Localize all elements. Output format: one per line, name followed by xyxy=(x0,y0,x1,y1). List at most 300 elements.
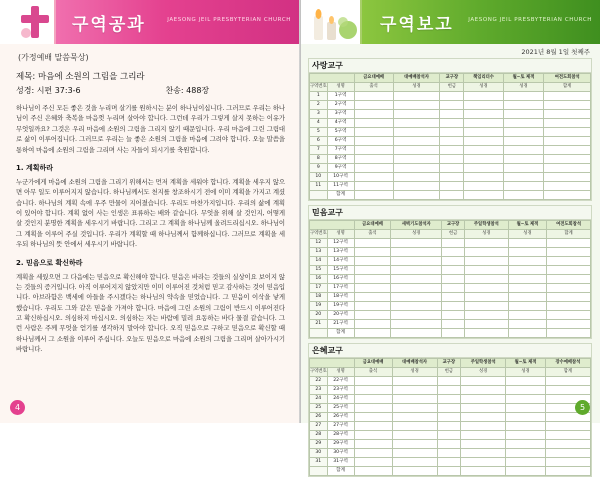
data-cell[interactable] xyxy=(440,128,464,137)
data-cell[interactable] xyxy=(391,257,442,266)
data-cell[interactable] xyxy=(464,329,508,338)
data-cell[interactable] xyxy=(391,239,442,248)
data-cell[interactable] xyxy=(508,293,546,302)
row-number-cell: 31 xyxy=(310,458,328,467)
table-row xyxy=(310,431,591,440)
data-cell[interactable] xyxy=(437,467,460,476)
row-name-cell: 9구역 xyxy=(327,164,354,173)
data-cell[interactable] xyxy=(393,146,440,155)
row-name-cell: 19구역 xyxy=(327,302,354,311)
data-cell[interactable] xyxy=(464,320,508,329)
data-cell[interactable] xyxy=(442,248,465,257)
data-cell[interactable] xyxy=(391,320,442,329)
data-cell[interactable] xyxy=(503,92,544,101)
data-cell[interactable] xyxy=(508,239,546,248)
column-group-header: 대예배참석자 xyxy=(392,359,437,368)
data-cell[interactable] xyxy=(544,110,591,119)
data-cell[interactable] xyxy=(461,404,506,413)
data-cell[interactable] xyxy=(461,422,506,431)
column-group-header: 교구장 xyxy=(437,359,460,368)
data-cell[interactable] xyxy=(393,155,440,164)
data-cell[interactable] xyxy=(393,137,440,146)
district-name: 사랑교구 xyxy=(309,59,591,73)
data-cell[interactable] xyxy=(544,128,591,137)
data-cell[interactable] xyxy=(391,275,442,284)
data-cell[interactable] xyxy=(354,284,391,293)
data-cell[interactable] xyxy=(393,101,440,110)
table-row xyxy=(310,284,591,293)
data-cell[interactable] xyxy=(506,467,546,476)
data-cell[interactable] xyxy=(506,395,546,404)
data-cell[interactable] xyxy=(354,449,392,458)
row-number-cell: 5 xyxy=(310,128,328,137)
row-number-cell: 9 xyxy=(310,164,328,173)
data-cell[interactable] xyxy=(547,293,591,302)
data-cell[interactable] xyxy=(545,377,590,386)
district-block xyxy=(308,205,592,339)
data-cell[interactable] xyxy=(442,257,465,266)
data-cell[interactable] xyxy=(440,92,464,101)
data-cell[interactable] xyxy=(464,239,508,248)
data-cell[interactable] xyxy=(354,458,392,467)
data-cell[interactable] xyxy=(354,137,393,146)
data-cell[interactable] xyxy=(354,164,393,173)
data-cell[interactable] xyxy=(354,377,392,386)
data-cell[interactable] xyxy=(393,119,440,128)
data-cell[interactable] xyxy=(545,440,590,449)
data-cell[interactable] xyxy=(393,173,440,182)
data-cell[interactable] xyxy=(354,146,393,155)
data-cell[interactable] xyxy=(547,311,591,320)
data-cell[interactable] xyxy=(354,395,392,404)
data-cell[interactable] xyxy=(354,404,392,413)
table-row xyxy=(310,302,591,311)
data-cell[interactable] xyxy=(354,257,391,266)
data-cell[interactable] xyxy=(508,248,546,257)
data-cell[interactable] xyxy=(440,173,464,182)
data-cell[interactable] xyxy=(464,311,508,320)
data-cell[interactable] xyxy=(461,431,506,440)
data-cell[interactable] xyxy=(354,275,391,284)
row-number-cell: 21 xyxy=(310,320,328,329)
data-cell[interactable] xyxy=(354,128,393,137)
data-cell[interactable] xyxy=(391,311,442,320)
data-cell[interactable] xyxy=(354,413,392,422)
data-cell[interactable] xyxy=(508,302,546,311)
data-cell[interactable] xyxy=(544,191,591,200)
table-row xyxy=(310,413,591,422)
column-group-header: 금요대예배 xyxy=(354,221,391,230)
data-cell[interactable] xyxy=(464,293,508,302)
table-corner xyxy=(310,74,355,83)
column-group-header: 월~토 제적 xyxy=(506,359,546,368)
column-group-header: 여전도회참석 xyxy=(544,74,591,83)
data-cell[interactable] xyxy=(464,248,508,257)
data-cell[interactable] xyxy=(391,329,442,338)
data-cell[interactable] xyxy=(354,92,393,101)
data-cell[interactable] xyxy=(545,431,590,440)
data-cell[interactable] xyxy=(392,467,437,476)
row-name-cell: 14구역 xyxy=(327,257,354,266)
row-name-cell: 합계 xyxy=(327,191,354,200)
data-cell[interactable] xyxy=(547,257,591,266)
data-cell[interactable] xyxy=(440,164,464,173)
district-tables xyxy=(300,58,600,477)
column-header: 성명 xyxy=(327,83,354,92)
topic-label: 제목: xyxy=(16,72,36,82)
data-cell[interactable] xyxy=(508,329,546,338)
data-cell[interactable] xyxy=(442,320,465,329)
data-cell[interactable] xyxy=(464,191,503,200)
data-cell[interactable] xyxy=(354,266,391,275)
data-cell[interactable] xyxy=(547,302,591,311)
data-cell[interactable] xyxy=(547,329,591,338)
data-cell[interactable] xyxy=(506,440,546,449)
data-cell[interactable] xyxy=(442,275,465,284)
row-name-cell: 20구역 xyxy=(327,311,354,320)
table-corner xyxy=(310,359,355,368)
row-number-cell xyxy=(310,467,328,476)
data-cell[interactable] xyxy=(440,146,464,155)
table-row xyxy=(310,386,591,395)
data-cell[interactable] xyxy=(354,110,393,119)
data-cell[interactable] xyxy=(461,467,506,476)
data-cell[interactable] xyxy=(354,431,392,440)
data-cell[interactable] xyxy=(508,284,546,293)
data-cell[interactable] xyxy=(545,449,590,458)
data-cell[interactable] xyxy=(393,191,440,200)
table-row xyxy=(310,92,591,101)
data-cell[interactable] xyxy=(464,146,503,155)
row-number-cell: 2 xyxy=(310,101,328,110)
data-cell[interactable] xyxy=(354,239,391,248)
column-header: 성경 xyxy=(461,368,506,377)
data-cell[interactable] xyxy=(547,320,591,329)
data-cell[interactable] xyxy=(440,182,464,191)
column-group-header: 월~토 제적 xyxy=(508,221,546,230)
topic-row xyxy=(16,70,285,82)
data-cell[interactable] xyxy=(392,395,437,404)
column-header: 성경 xyxy=(503,83,544,92)
row-name-cell: 합계 xyxy=(327,329,354,338)
data-cell[interactable] xyxy=(464,164,503,173)
data-cell[interactable] xyxy=(354,119,393,128)
data-cell[interactable] xyxy=(506,386,546,395)
data-cell[interactable] xyxy=(393,182,440,191)
data-cell[interactable] xyxy=(354,320,391,329)
column-header: 성경 xyxy=(392,368,437,377)
data-cell[interactable] xyxy=(503,191,544,200)
row-number-cell: 24 xyxy=(310,395,328,404)
data-cell[interactable] xyxy=(503,110,544,119)
data-cell[interactable] xyxy=(508,275,546,284)
data-cell[interactable] xyxy=(354,155,393,164)
data-cell[interactable] xyxy=(461,449,506,458)
data-cell[interactable] xyxy=(503,164,544,173)
data-cell[interactable] xyxy=(392,449,437,458)
worship-label: (가정예배 말씀묵상) xyxy=(18,53,89,62)
data-cell[interactable] xyxy=(354,467,392,476)
data-cell[interactable] xyxy=(464,284,508,293)
data-cell[interactable] xyxy=(464,119,503,128)
row-number-cell: 18 xyxy=(310,293,328,302)
table-row xyxy=(310,404,591,413)
data-cell[interactable] xyxy=(440,110,464,119)
data-cell[interactable] xyxy=(391,302,442,311)
data-cell[interactable] xyxy=(442,293,465,302)
data-cell[interactable] xyxy=(503,146,544,155)
data-cell[interactable] xyxy=(437,395,460,404)
column-header: 성명 xyxy=(327,368,354,377)
data-cell[interactable] xyxy=(506,422,546,431)
column-group-header: 금요대예배 xyxy=(354,359,392,368)
row-name-cell: 21구역 xyxy=(327,320,354,329)
data-cell[interactable] xyxy=(354,422,392,431)
data-cell[interactable] xyxy=(506,458,546,467)
table-row xyxy=(310,191,591,200)
data-cell[interactable] xyxy=(544,101,591,110)
data-cell[interactable] xyxy=(503,101,544,110)
row-name-cell: 11구역 xyxy=(327,182,354,191)
data-cell[interactable] xyxy=(464,155,503,164)
data-cell[interactable] xyxy=(461,413,506,422)
data-cell[interactable] xyxy=(506,449,546,458)
data-cell[interactable] xyxy=(503,173,544,182)
data-cell[interactable] xyxy=(392,413,437,422)
table-row xyxy=(310,395,591,404)
table-row xyxy=(310,101,591,110)
column-header: 합계 xyxy=(545,368,590,377)
table-row xyxy=(310,458,591,467)
row-number-cell: 23 xyxy=(310,386,328,395)
row-name-cell: 29구역 xyxy=(327,440,354,449)
data-cell[interactable] xyxy=(547,284,591,293)
data-cell[interactable] xyxy=(545,458,590,467)
column-header: 합계 xyxy=(544,83,591,92)
data-cell[interactable] xyxy=(354,173,393,182)
data-cell[interactable] xyxy=(508,320,546,329)
scripture-value: 시편 37:3-6 xyxy=(36,86,81,95)
data-cell[interactable] xyxy=(547,275,591,284)
data-cell[interactable] xyxy=(508,257,546,266)
scripture-group xyxy=(16,85,165,96)
table-row xyxy=(310,173,591,182)
data-cell[interactable] xyxy=(545,467,590,476)
column-header: 성경 xyxy=(464,83,503,92)
data-cell[interactable] xyxy=(437,404,460,413)
data-cell[interactable] xyxy=(547,266,591,275)
data-cell[interactable] xyxy=(437,377,460,386)
data-cell[interactable] xyxy=(354,311,391,320)
data-cell[interactable] xyxy=(508,311,546,320)
data-cell[interactable] xyxy=(464,266,508,275)
table-row xyxy=(310,164,591,173)
left-page xyxy=(0,0,300,423)
data-cell[interactable] xyxy=(544,182,591,191)
data-cell[interactable] xyxy=(503,155,544,164)
data-cell[interactable] xyxy=(442,239,465,248)
table-row xyxy=(310,137,591,146)
data-cell[interactable] xyxy=(392,458,437,467)
data-cell[interactable] xyxy=(440,155,464,164)
left-page-number: 4 xyxy=(10,400,25,415)
data-cell[interactable] xyxy=(393,164,440,173)
meta-row xyxy=(16,85,285,96)
row-name-cell: 2구역 xyxy=(327,101,354,110)
data-cell[interactable] xyxy=(461,386,506,395)
data-cell[interactable] xyxy=(503,128,544,137)
table-row xyxy=(310,449,591,458)
data-cell[interactable] xyxy=(544,173,591,182)
column-header: 헌금 xyxy=(437,368,460,377)
data-cell[interactable] xyxy=(437,422,460,431)
left-page-header xyxy=(0,0,299,44)
table-row xyxy=(310,239,591,248)
data-cell[interactable] xyxy=(440,137,464,146)
data-cell[interactable] xyxy=(503,119,544,128)
data-cell[interactable] xyxy=(354,182,393,191)
column-header: 성경 xyxy=(464,230,508,239)
data-cell[interactable] xyxy=(545,422,590,431)
data-cell[interactable] xyxy=(503,182,544,191)
row-number-cell: 8 xyxy=(310,155,328,164)
table-row xyxy=(310,467,591,476)
data-cell[interactable] xyxy=(391,293,442,302)
data-cell[interactable] xyxy=(392,422,437,431)
data-cell[interactable] xyxy=(391,266,442,275)
row-name-cell: 10구역 xyxy=(327,173,354,182)
section-1-body: 누군가에게 마음에 소원의 그림을 그리기 위해서는 먼저 계획을 세워야 합니다. 계획을 세우지 않으면 아무 일도 이루어지지 않습니다. 하나님께서도 천지를 창조하시기 전에 이미 계획을 가지고 계셨습니다. 하나님의 계획 속에 우주 만물이 지어졌습니다. 우리도 마찬가지입니다. 우리의 삶에 계획이 있어야 합니다. 계획 없이 사는 인생은 표류하는 배와 같습니다. 무엇을 위해 살 것인지, 어떻게 살 것인지 분명한 계획을 세우시기 바랍니다. 그리고 그 계획을 하나님께 올려드리십시오. 하나님이 그 계획을 이루어 주실 것입니다. 우리가 계획할 때 하나님께서 함께하십니다. 그러므로 계획을 세우되 하나님의 뜻 안에서 세우시기 바랍니다. xyxy=(16,177,285,249)
data-cell[interactable] xyxy=(437,386,460,395)
data-cell[interactable] xyxy=(392,386,437,395)
district-table xyxy=(309,220,591,338)
data-cell[interactable] xyxy=(442,266,465,275)
data-cell[interactable] xyxy=(461,440,506,449)
data-cell[interactable] xyxy=(503,137,544,146)
data-cell[interactable] xyxy=(544,155,591,164)
row-number-cell: 17 xyxy=(310,284,328,293)
data-cell[interactable] xyxy=(354,191,393,200)
section-2-title: 2. 믿음으로 확신하라 xyxy=(16,258,83,267)
data-cell[interactable] xyxy=(464,101,503,110)
row-name-cell: 16구역 xyxy=(327,275,354,284)
data-cell[interactable] xyxy=(393,92,440,101)
data-cell[interactable] xyxy=(461,377,506,386)
row-name-cell: 15구역 xyxy=(327,266,354,275)
right-page-header xyxy=(300,0,600,44)
row-number-cell: 14 xyxy=(310,257,328,266)
data-cell[interactable] xyxy=(547,239,591,248)
row-number-cell: 16 xyxy=(310,275,328,284)
data-cell[interactable] xyxy=(354,329,391,338)
data-cell[interactable] xyxy=(464,110,503,119)
data-cell[interactable] xyxy=(440,119,464,128)
data-cell[interactable] xyxy=(354,440,392,449)
data-cell[interactable] xyxy=(506,377,546,386)
right-page xyxy=(300,0,600,473)
data-cell[interactable] xyxy=(442,284,465,293)
left-page-body xyxy=(0,44,299,355)
data-cell[interactable] xyxy=(437,449,460,458)
data-cell[interactable] xyxy=(464,137,503,146)
row-number-cell: 7 xyxy=(310,146,328,155)
column-header: 성경 xyxy=(506,368,546,377)
table-row xyxy=(310,311,591,320)
data-cell[interactable] xyxy=(464,173,503,182)
data-cell[interactable] xyxy=(464,257,508,266)
column-header: 헌금 xyxy=(440,83,464,92)
data-cell[interactable] xyxy=(392,377,437,386)
book-spine xyxy=(299,0,301,423)
data-cell[interactable] xyxy=(506,431,546,440)
column-header: 출석 xyxy=(354,368,392,377)
column-group-header: 장수예배참석 xyxy=(545,359,590,368)
data-cell[interactable] xyxy=(354,101,393,110)
data-cell[interactable] xyxy=(442,302,465,311)
data-cell[interactable] xyxy=(464,275,508,284)
data-cell[interactable] xyxy=(391,284,442,293)
data-cell[interactable] xyxy=(506,413,546,422)
data-cell[interactable] xyxy=(544,92,591,101)
data-cell[interactable] xyxy=(442,329,465,338)
data-cell[interactable] xyxy=(464,128,503,137)
data-cell[interactable] xyxy=(354,386,392,395)
data-cell[interactable] xyxy=(544,137,591,146)
data-cell[interactable] xyxy=(392,440,437,449)
data-cell[interactable] xyxy=(461,395,506,404)
column-header: 헌금 xyxy=(442,230,465,239)
row-name-cell: 28구역 xyxy=(327,431,354,440)
data-cell[interactable] xyxy=(442,311,465,320)
row-name-cell: 30구역 xyxy=(327,449,354,458)
data-cell[interactable] xyxy=(544,119,591,128)
data-cell[interactable] xyxy=(392,404,437,413)
data-cell[interactable] xyxy=(461,458,506,467)
data-cell[interactable] xyxy=(545,386,590,395)
data-cell[interactable] xyxy=(392,431,437,440)
data-cell[interactable] xyxy=(544,146,591,155)
hymn-value: 488장 xyxy=(186,86,210,95)
row-name-cell: 24구역 xyxy=(327,395,354,404)
row-number-cell: 27 xyxy=(310,422,328,431)
data-cell[interactable] xyxy=(437,413,460,422)
data-cell[interactable] xyxy=(506,404,546,413)
data-cell[interactable] xyxy=(440,191,464,200)
hymn-group xyxy=(165,85,285,96)
column-group-header: 월~토 제적 xyxy=(503,74,544,83)
data-cell[interactable] xyxy=(354,302,391,311)
data-cell[interactable] xyxy=(391,248,442,257)
topic-value: 마음에 소원의 그림을 그리라 xyxy=(38,72,145,82)
data-cell[interactable] xyxy=(393,110,440,119)
data-cell[interactable] xyxy=(354,293,391,302)
data-cell[interactable] xyxy=(544,164,591,173)
data-cell[interactable] xyxy=(437,431,460,440)
data-cell[interactable] xyxy=(464,92,503,101)
data-cell[interactable] xyxy=(464,182,503,191)
data-cell[interactable] xyxy=(437,440,460,449)
section-2-body: 계획을 세웠으면 그 다음에는 믿음으로 확신해야 합니다. 믿음은 바라는 것들의 실상이요 보이지 않는 것들의 증거입니다. 아직 이루어지지 않았지만 이미 이루어진 것처럼 믿고 감사하는 것이 믿음입니다. 아브라함은 백세에 아들을 주시겠다는 하나님의 약속을 믿었습니다. 그 믿음이 이삭을 낳게 했습니다. 우리도 그와 같은 믿음을 가져야 합니다. 마음에 그린 소원의 그림이 반드시 이루어진다고 확신하십시오. 의심하지 마십시오. 의심하는 자는 바람에 밀려 요동하는 바다 물결 같습니다. 그런 사람은 주께 무엇을 얻기를 생각하지 말아야 합니다. 오직 믿음으로 구하고 믿음으로 확신할 때 하나님께서 그 소원을 이루어 주십니다. 오늘도 믿음으로 마음에 소원의 그림을 그리며 살아가시기 바랍니다. xyxy=(16,272,285,354)
data-cell[interactable] xyxy=(464,302,508,311)
data-cell[interactable] xyxy=(393,128,440,137)
data-cell[interactable] xyxy=(508,266,546,275)
right-header-subtitle: JAESONG JEIL PRESBYTERIAN CHURCH xyxy=(468,17,592,23)
table-row xyxy=(310,440,591,449)
data-cell[interactable] xyxy=(547,248,591,257)
data-cell[interactable] xyxy=(440,101,464,110)
data-cell[interactable] xyxy=(354,248,391,257)
data-cell[interactable] xyxy=(437,458,460,467)
